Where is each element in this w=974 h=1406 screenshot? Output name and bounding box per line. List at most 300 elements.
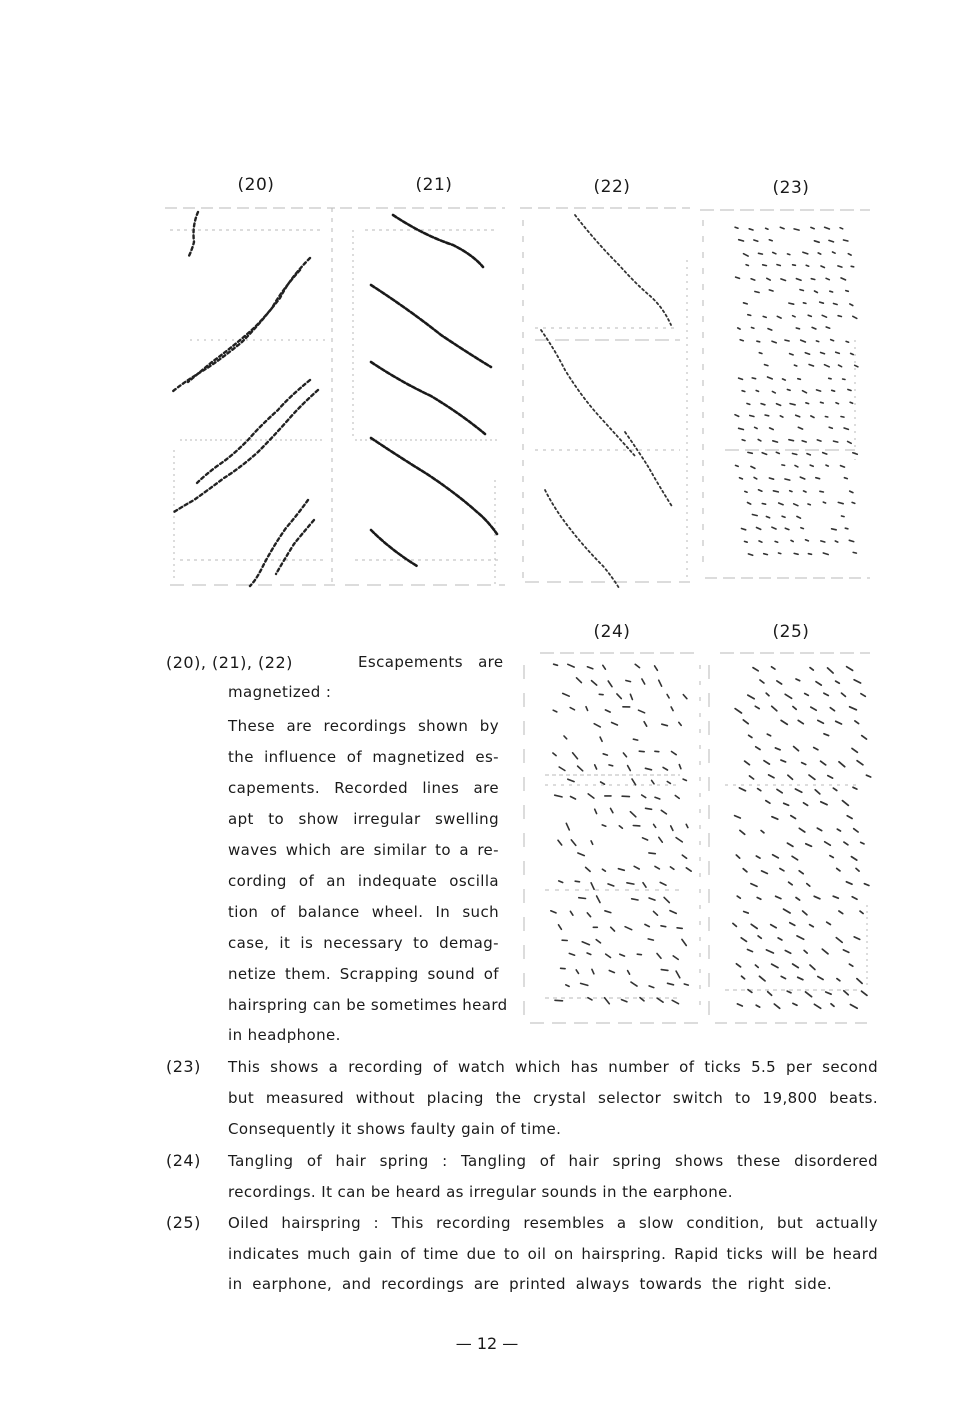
tick-mark: [659, 837, 663, 842]
tick-mark: [603, 754, 607, 755]
tick-mark: [736, 465, 739, 466]
tick-mark: [612, 723, 618, 726]
tick-mark: [850, 402, 853, 403]
caption-line: Tangling of hair spring : Tangling of hair spring shows these disordered: [228, 1152, 878, 1170]
tick-mark: [742, 976, 745, 979]
tick-mark: [559, 881, 563, 883]
tick-mark: [677, 928, 682, 929]
tick-mark: [744, 254, 749, 256]
tick-mark: [836, 721, 842, 724]
tick-mark: [642, 679, 645, 684]
tick-mark: [595, 765, 597, 769]
tick-mark: [740, 478, 743, 479]
tick-mark: [818, 253, 821, 254]
tick-mark: [649, 986, 654, 988]
tick-mark: [649, 898, 655, 900]
recording-strip-23: [695, 200, 875, 590]
caption-line: indicates much gain of time due to oil on hairspring. Rapid ticks will be heard: [228, 1245, 878, 1263]
tick-mark: [749, 735, 752, 737]
tick-mark: [739, 240, 744, 241]
tick-mark: [784, 909, 791, 913]
tick-mark: [608, 681, 612, 687]
tick-mark: [853, 316, 857, 318]
tick-mark: [768, 329, 772, 331]
tick-mark: [740, 340, 743, 341]
tick-mark: [606, 954, 611, 957]
tick-mark: [744, 912, 749, 914]
tick-mark: [662, 724, 668, 726]
tick-mark: [804, 950, 807, 953]
tick-mark: [832, 390, 835, 391]
tick-mark: [555, 795, 562, 797]
tick-mark: [735, 709, 741, 713]
tick-mark: [592, 969, 594, 974]
tick-mark: [856, 868, 859, 871]
tick-mark: [576, 970, 578, 974]
tick-mark: [833, 788, 837, 790]
tick-mark: [826, 465, 828, 466]
tick-mark: [808, 315, 811, 316]
tick-mark: [645, 768, 651, 770]
caption-number-20-22: (20), (21), (22): [166, 653, 293, 672]
tick-mark: [679, 722, 681, 725]
tick-mark: [631, 982, 637, 986]
tick-mark: [793, 265, 796, 266]
tick-mark: [822, 949, 828, 954]
tick-mark: [855, 721, 859, 724]
tick-mark: [796, 415, 800, 417]
tick-mark: [683, 779, 686, 780]
tick-mark: [769, 775, 774, 778]
tick-mark: [735, 816, 741, 818]
tick-mark: [736, 964, 740, 967]
tick-mark: [642, 795, 646, 798]
tick-mark: [754, 477, 757, 479]
tick-mark: [757, 898, 761, 900]
tick-mark: [769, 240, 772, 241]
caption-line: in earphone, and recordings are printed always towards the right side.: [228, 1275, 832, 1293]
tick-mark: [818, 720, 824, 723]
tick-mark: [749, 229, 753, 230]
tick-mark: [659, 680, 662, 686]
tick-mark: [835, 541, 838, 542]
caption-line: These are recordings shown by: [228, 717, 499, 735]
tick-mark: [854, 680, 861, 683]
tick-mark: [611, 808, 613, 812]
tick-mark: [566, 823, 569, 830]
tick-mark: [667, 782, 670, 784]
tick-mark: [775, 541, 778, 542]
tick-mark: [744, 303, 748, 304]
tick-mark: [753, 668, 758, 671]
tick-mark: [758, 440, 761, 441]
tick-mark: [793, 1003, 797, 1005]
tick-mark: [803, 303, 806, 304]
tick-mark: [846, 882, 852, 884]
tick-mark: [829, 427, 832, 428]
tick-mark: [766, 950, 773, 953]
tick-mark: [794, 553, 798, 554]
tick-mark: [798, 427, 802, 429]
tick-mark: [800, 290, 803, 291]
tick-mark: [788, 254, 790, 255]
tick-mark: [759, 490, 762, 491]
tick-mark: [815, 291, 818, 293]
tick-mark: [743, 869, 747, 872]
tick-mark: [847, 667, 853, 671]
tick-mark: [853, 552, 856, 553]
tick-mark: [748, 554, 752, 555]
tick-mark: [829, 240, 834, 242]
tick-mark: [765, 415, 769, 416]
tick-mark: [787, 390, 790, 391]
tick-mark: [821, 761, 826, 765]
tick-mark: [655, 866, 659, 869]
tick-mark: [755, 427, 758, 428]
tick-mark: [833, 252, 836, 253]
tick-mark: [777, 681, 782, 684]
tick-mark: [756, 747, 760, 750]
tick-mark: [582, 942, 589, 945]
tick-mark: [587, 913, 590, 917]
tick-mark: [632, 899, 638, 900]
tick-mark: [849, 540, 853, 541]
tick-mark: [762, 453, 766, 455]
tick-mark: [799, 828, 805, 832]
tick-mark: [850, 707, 857, 710]
tick-mark: [811, 707, 816, 710]
tick-mark: [834, 304, 838, 305]
tick-mark: [639, 751, 644, 752]
tick-mark: [837, 979, 840, 981]
tick-mark: [850, 491, 853, 493]
tick-mark: [559, 925, 562, 930]
tick-mark: [673, 956, 678, 960]
tick-mark: [814, 241, 819, 243]
tick-mark: [755, 965, 758, 967]
caption-line: netize them. Scrapping sound of: [228, 965, 499, 983]
tick-mark: [759, 253, 763, 254]
tick-mark: [791, 816, 796, 819]
tick-mark: [661, 810, 666, 814]
tick-mark: [833, 896, 838, 898]
tick-mark: [686, 824, 688, 827]
tick-mark: [588, 998, 592, 1000]
tick-mark: [551, 911, 556, 913]
tick-mark: [772, 527, 776, 529]
tick-mark: [781, 976, 785, 978]
tick-mark: [660, 882, 666, 885]
page-number: — 12 —: [455, 1334, 519, 1353]
tick-mark: [592, 681, 597, 686]
tick-mark: [661, 970, 668, 971]
tick-mark: [649, 853, 655, 854]
tick-mark: [568, 664, 574, 667]
tick-mark: [862, 736, 867, 740]
tick-mark: [820, 491, 824, 492]
tick-mark: [667, 695, 669, 698]
tick-mark: [838, 316, 841, 317]
tick-mark: [751, 924, 757, 928]
tick-mark: [799, 871, 803, 874]
tick-mark: [794, 229, 799, 230]
tick-mark: [646, 808, 652, 809]
tick-mark: [671, 826, 673, 831]
tick-mark: [843, 379, 845, 380]
tick-mark: [811, 416, 814, 418]
tick-mark: [741, 938, 746, 942]
tick-mark: [766, 693, 769, 696]
tick-mark: [559, 767, 565, 771]
tick-mark: [563, 693, 570, 696]
tick-mark: [776, 452, 779, 453]
tick-mark: [571, 797, 576, 800]
tick-mark: [751, 884, 757, 887]
tick-mark: [836, 681, 840, 683]
tick-mark: [764, 761, 769, 764]
tick-mark: [605, 710, 610, 712]
tick-mark: [780, 416, 783, 417]
caption-line: Consequently it shows faulty gain of time.: [228, 1120, 562, 1138]
tick-mark: [842, 801, 848, 806]
recording-strip-21: [335, 200, 515, 590]
tick-mark: [586, 867, 591, 871]
tick-mark: [825, 365, 830, 367]
tick-mark: [676, 971, 680, 978]
tick-mark: [740, 830, 745, 834]
tick-mark: [824, 693, 828, 695]
tick-mark: [739, 378, 743, 379]
tick-mark: [748, 452, 752, 453]
tick-mark: [836, 403, 839, 404]
tick-mark: [773, 441, 778, 442]
tick-mark: [745, 761, 750, 765]
tick-mark: [826, 327, 830, 328]
tick-mark: [789, 303, 794, 304]
tick-mark: [564, 736, 567, 739]
tick-mark: [784, 803, 789, 805]
tick-mark: [644, 722, 647, 727]
tick-mark: [655, 666, 658, 670]
tick-mark: [823, 453, 827, 455]
tick-mark: [805, 353, 809, 355]
caption-line: recordings. It can be heard as irregular sounds in the earphone.: [228, 1183, 733, 1201]
tick-mark: [765, 365, 768, 366]
tick-mark: [627, 883, 634, 884]
tick-mark: [790, 404, 795, 405]
tick-mark: [840, 228, 843, 229]
tick-mark: [758, 789, 761, 791]
tick-mark: [771, 925, 777, 928]
tick-mark: [821, 541, 825, 542]
caption-number-24: (24): [166, 1151, 201, 1170]
tick-mark: [672, 1000, 678, 1003]
tick-mark: [785, 951, 790, 954]
tick-mark: [814, 896, 820, 899]
tick-mark: [652, 780, 654, 783]
tick-mark: [739, 428, 744, 429]
tick-mark: [783, 379, 786, 380]
figure-label-24: (24): [593, 622, 631, 642]
tick-mark: [743, 720, 748, 724]
tick-mark: [821, 353, 825, 354]
tick-mark: [769, 478, 773, 479]
tick-mark: [761, 404, 765, 405]
tick-mark: [752, 515, 757, 516]
tick-mark: [773, 252, 776, 253]
tick-mark: [750, 776, 754, 779]
tick-mark: [794, 365, 796, 366]
tick-mark: [805, 694, 809, 696]
tick-mark: [842, 693, 846, 696]
tick-mark: [830, 291, 833, 292]
caption-line: cording of an indequate oscilla: [228, 872, 499, 890]
tick-mark: [810, 668, 813, 671]
tick-mark: [808, 504, 810, 505]
tick-mark: [645, 924, 649, 926]
tick-mark: [581, 983, 588, 985]
tick-mark: [622, 1000, 627, 1002]
tick-mark: [611, 927, 615, 931]
tick-mark: [655, 797, 660, 799]
tick-mark: [672, 752, 677, 755]
tick-mark: [571, 840, 576, 846]
tick-mark: [827, 922, 831, 924]
tick-mark: [628, 971, 630, 975]
tick-mark: [788, 775, 793, 779]
tick-mark: [823, 553, 828, 555]
tick-mark: [837, 868, 840, 871]
tick-mark: [793, 964, 799, 968]
tick-mark: [586, 707, 588, 711]
caption-line: apt to show irregular swelling: [228, 810, 499, 828]
tick-mark: [759, 353, 762, 354]
tick-mark: [817, 390, 821, 391]
tick-mark: [568, 779, 574, 781]
caption-line: case, it is necessary to demag-: [228, 934, 499, 952]
tick-mark: [591, 841, 593, 844]
tick-mark: [796, 279, 801, 281]
tick-mark: [608, 884, 614, 886]
tick-mark: [779, 553, 781, 554]
recording-strip-22: [515, 200, 695, 590]
caption-line: This shows a recording of watch which has number of ticks 5.5 per second: [228, 1058, 878, 1076]
tick-mark: [735, 227, 738, 228]
tick-mark: [814, 1004, 820, 1008]
tick-mark: [661, 926, 666, 927]
tick-mark: [829, 378, 831, 379]
tick-mark: [862, 991, 868, 995]
tick-mark: [848, 441, 852, 443]
tick-mark: [643, 838, 648, 840]
tick-mark: [772, 817, 778, 820]
tick-mark: [766, 517, 769, 518]
tick-mark: [752, 378, 755, 379]
tick-mark: [844, 428, 848, 429]
tick-mark: [785, 528, 789, 529]
tick-mark: [781, 760, 786, 762]
tick-mark: [772, 391, 775, 393]
tick-mark: [617, 694, 621, 699]
caption-line: hairspring can be sometimes heard: [228, 996, 508, 1014]
tick-mark: [836, 352, 840, 353]
tick-mark: [670, 911, 676, 914]
tick-mark: [817, 440, 821, 441]
tick-mark: [796, 679, 800, 681]
tick-mark: [682, 939, 686, 945]
tick-mark: [773, 855, 779, 858]
caption-number-25: (25): [166, 1213, 201, 1232]
tick-mark: [782, 465, 785, 466]
tick-mark: [733, 923, 737, 926]
tick-mark: [850, 1005, 857, 1009]
tick-mark: [789, 882, 793, 885]
tick-mark: [832, 529, 837, 530]
tick-mark: [637, 954, 641, 955]
tick-mark: [801, 340, 806, 342]
tick-mark: [763, 265, 767, 266]
tick-mark: [577, 678, 582, 683]
tick-mark: [816, 682, 821, 685]
tick-mark: [595, 809, 597, 813]
tick-mark: [854, 829, 858, 832]
tick-mark: [756, 391, 758, 392]
tick-mark: [842, 516, 845, 517]
tick-mark: [633, 739, 637, 740]
tick-mark: [785, 340, 789, 341]
tick-mark: [812, 327, 816, 329]
tick-mark: [809, 775, 815, 779]
tick-mark: [837, 829, 840, 831]
tick-mark: [757, 341, 760, 342]
tick-mark: [777, 789, 782, 792]
tick-mark: [632, 779, 636, 785]
tick-mark: [852, 748, 857, 752]
tick-mark: [555, 1000, 563, 1001]
tick-mark: [742, 529, 746, 530]
tick-mark: [790, 354, 794, 355]
tick-mark: [782, 516, 785, 517]
tick-mark: [846, 291, 849, 292]
tick-mark: [603, 665, 606, 669]
tick-mark: [798, 720, 803, 723]
tick-mark: [619, 826, 622, 829]
tick-mark: [802, 441, 806, 442]
tick-mark: [811, 227, 814, 228]
tick-mark: [609, 765, 613, 766]
caption-line: but measured without placing the crystal selector switch to 19,800 beats.: [228, 1089, 878, 1107]
caption-line: capements. Recorded lines are: [228, 779, 499, 797]
tick-mark: [755, 706, 759, 708]
figure-label-22: (22): [593, 177, 631, 197]
tick-mark: [841, 278, 846, 280]
tick-mark: [762, 871, 768, 874]
tick-mark: [814, 748, 818, 750]
tick-mark: [821, 802, 827, 805]
tick-mark: [605, 998, 610, 1004]
tick-mark: [775, 748, 780, 750]
tick-mark: [839, 365, 842, 367]
tick-mark: [735, 415, 739, 417]
tick-mark: [847, 816, 852, 819]
tick-mark: [648, 939, 653, 940]
tick-mark: [834, 441, 838, 442]
tick-mark: [807, 884, 810, 887]
tick-mark: [588, 794, 594, 798]
tick-mark: [766, 801, 770, 804]
tick-mark: [810, 465, 813, 466]
tick-mark: [789, 440, 794, 441]
